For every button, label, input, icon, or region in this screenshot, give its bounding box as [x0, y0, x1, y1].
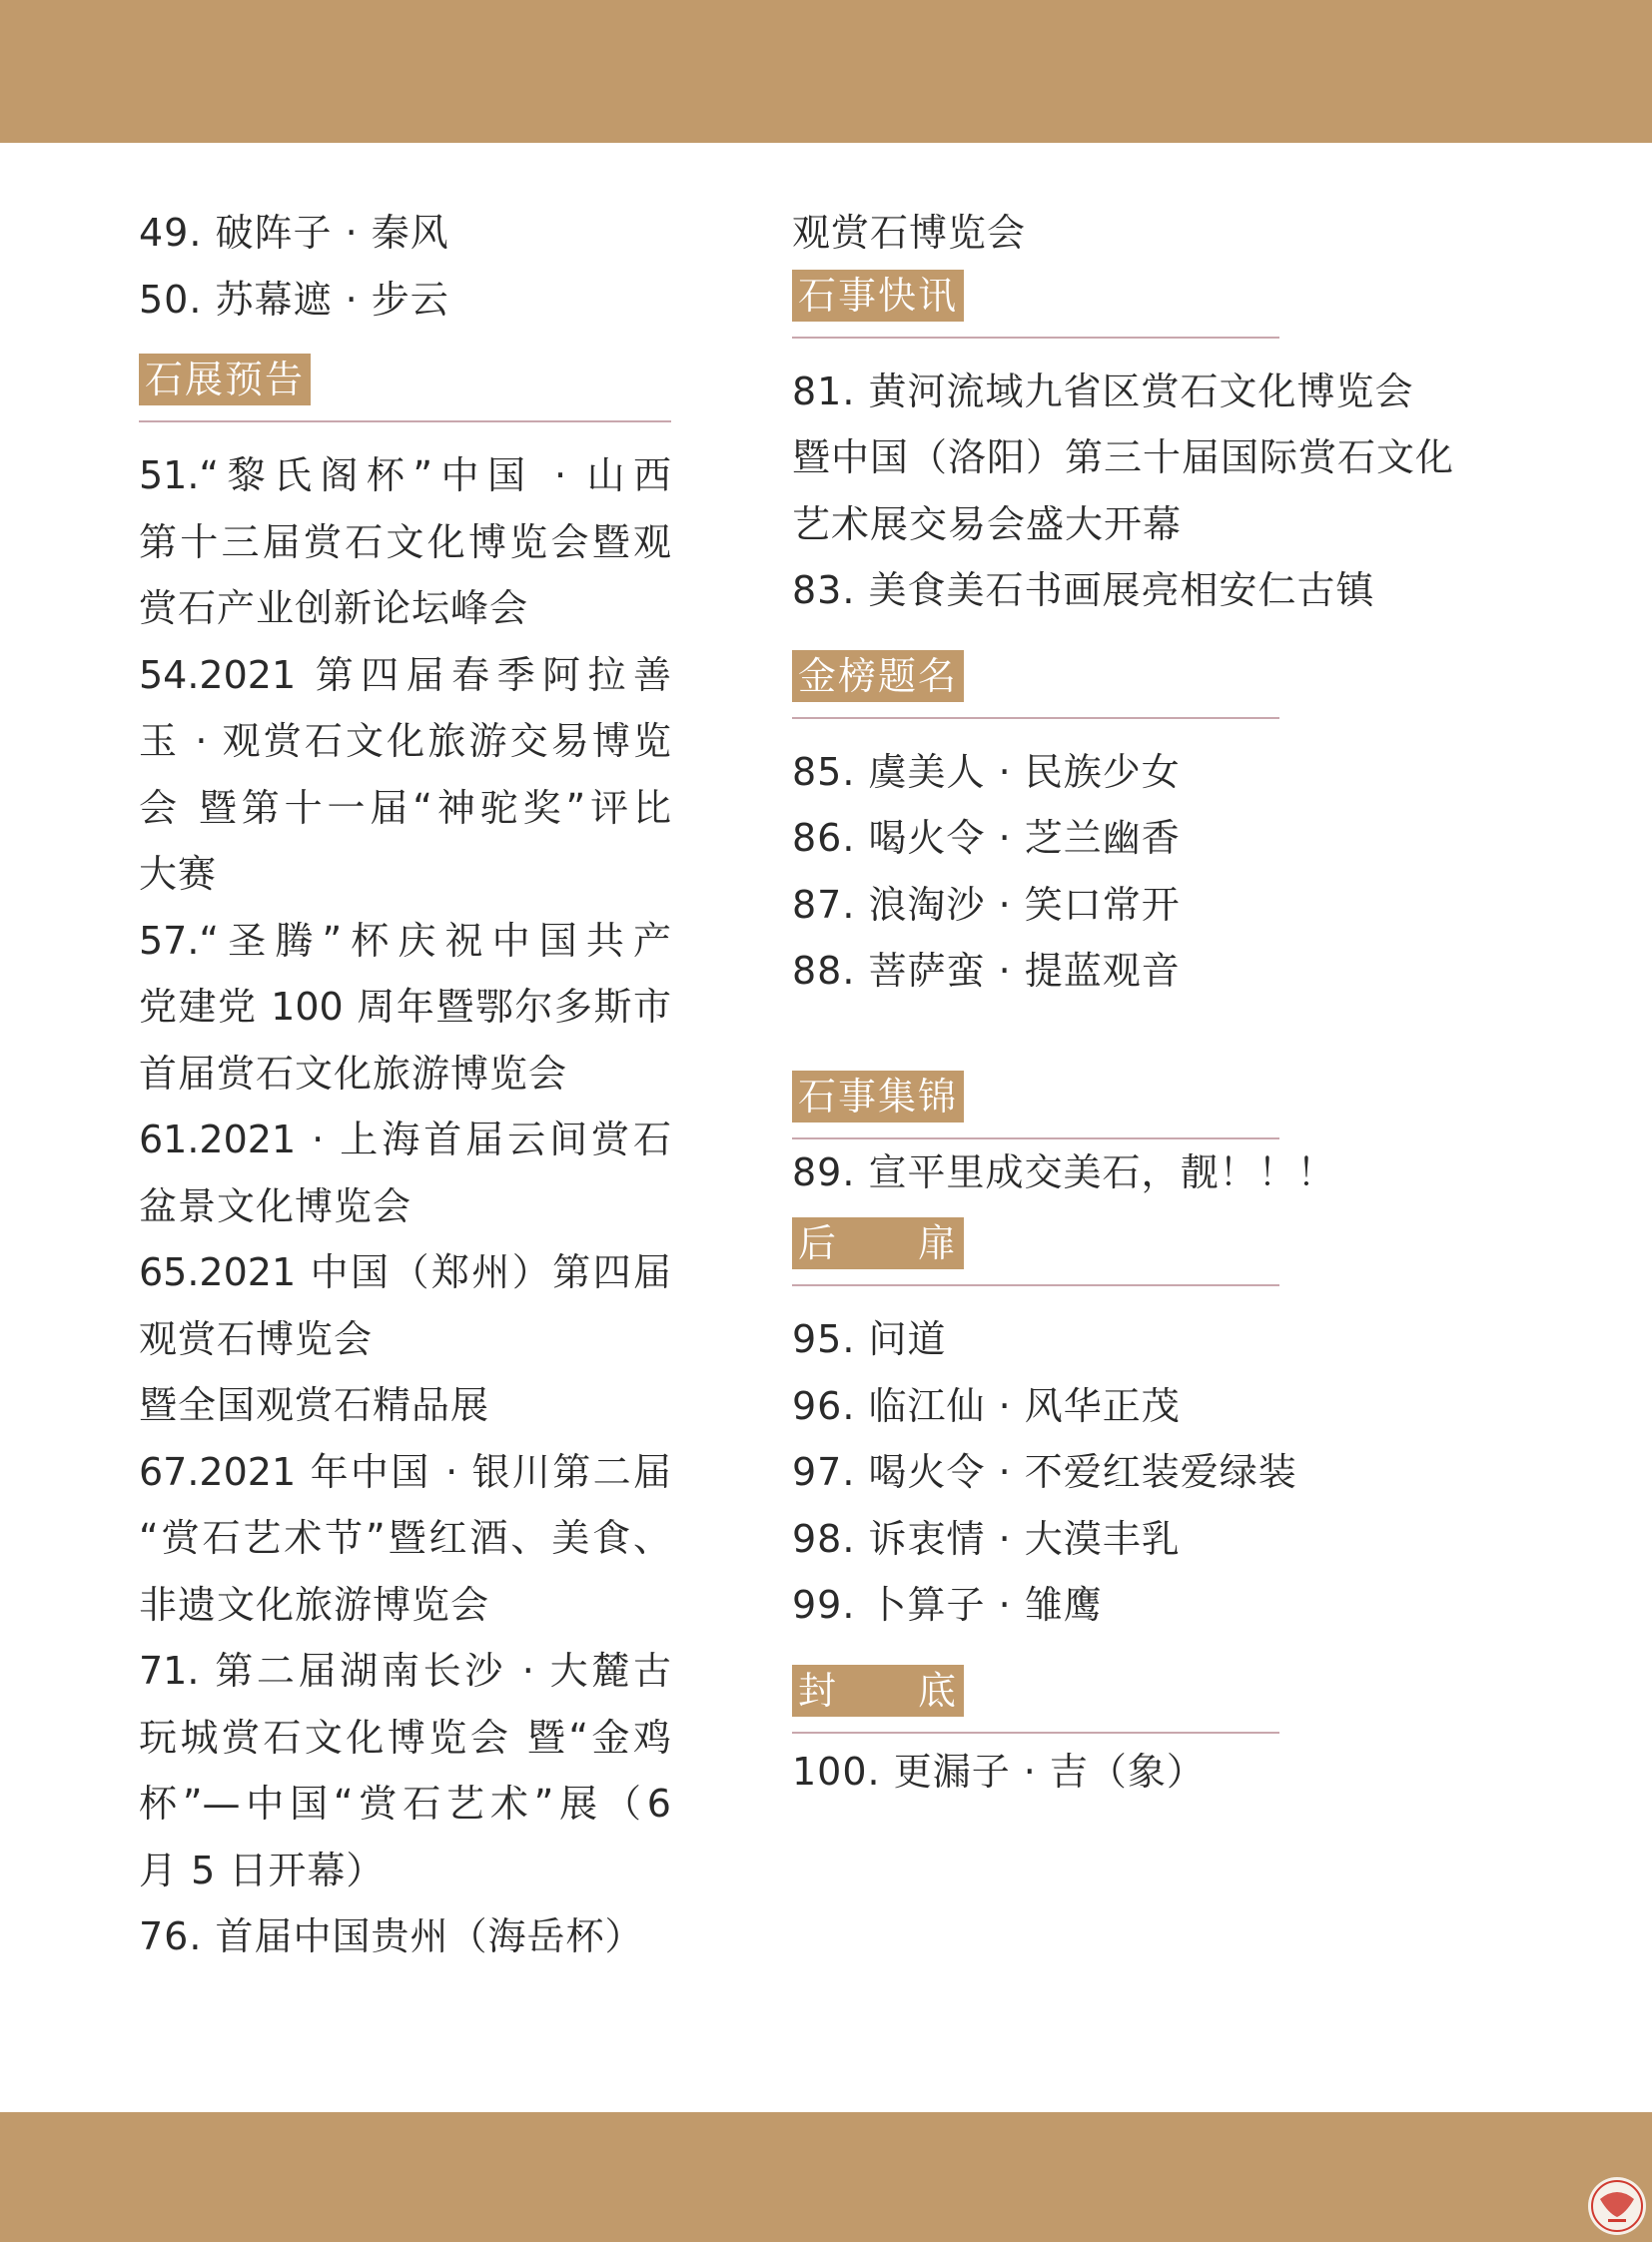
toc-list [792, 359, 1491, 624]
toc-item-50[interactable]: 50. 苏幕遮 · 步云 [139, 277, 449, 322]
section-back-cover [792, 1665, 1491, 1734]
toc-line[interactable]: 89. 宣平里成交美石，靓！！！ [792, 1149, 1336, 1194]
toc-line[interactable]: 赏石产业创新论坛峰会 [139, 586, 529, 630]
toc-continuation[interactable]: 观赏石博览会 [792, 211, 1027, 255]
toc-line[interactable]: 98. 诉衷情 · 大漠丰乳 [792, 1516, 1181, 1561]
section-stone-exhibition-preview [139, 354, 671, 422]
section-back-flyleaf [792, 1217, 1491, 1286]
toc-line[interactable]: 首届赏石文化旅游博览会 [139, 1051, 568, 1096]
toc-line[interactable]: 玉 · 观赏石文化旅游交易博览 [139, 719, 671, 763]
toc-line[interactable]: 95. 问道 [792, 1317, 947, 1361]
toc-line[interactable]: 97. 喝火令 · 不爱红装爱绿装 [792, 1450, 1297, 1494]
section-title: 石展预告 [139, 354, 311, 405]
section-rule [792, 337, 1279, 339]
header-band [0, 0, 1652, 143]
toc-line[interactable]: 54.2021 第四届春季阿拉善 [139, 652, 671, 697]
toc-line[interactable]: 第十三届赏石文化博览会暨观 [139, 519, 671, 564]
toc-line[interactable]: 党建党 100 周年暨鄂尔多斯市 [139, 985, 671, 1029]
toc-line[interactable]: 86. 喝火令 · 芝兰幽香 [792, 816, 1181, 860]
toc-line[interactable]: 65.2021 中国（郑州）第四届 [139, 1250, 671, 1294]
toc-line[interactable]: 61.2021 · 上海首届云间赏石 [139, 1118, 671, 1161]
toc-line[interactable]: 85. 虞美人 · 民族少女 [792, 749, 1181, 794]
toc-list [139, 442, 671, 1970]
toc-line[interactable]: 81. 黄河流域九省区赏石文化博览会 [792, 369, 1414, 413]
huaxia-qishi-logo-icon [1586, 2175, 1648, 2237]
section-rule [792, 1732, 1279, 1734]
section-title: 后 扉 [792, 1217, 964, 1269]
toc-list [792, 739, 1491, 1005]
section-rule [792, 1284, 1279, 1286]
toc-line[interactable]: 观赏石博览会 [139, 1316, 374, 1361]
toc-line[interactable]: 99. 卜算子 · 雏鹰 [792, 1583, 1103, 1627]
toc-line[interactable]: 杯”—中国“赏石艺术”展（6 [139, 1782, 671, 1826]
toc-line[interactable]: 暨全国观赏石精品展 [139, 1383, 490, 1427]
section-gold-list [792, 650, 1491, 719]
section-rule [792, 717, 1279, 719]
toc-line[interactable]: 57.“圣腾”杯庆祝中国共产 [139, 918, 671, 963]
left-column [139, 200, 671, 1970]
toc-line[interactable]: 非遗文化旅游博览会 [139, 1582, 490, 1627]
section-rule [139, 420, 671, 422]
toc-line[interactable]: 艺术展交易会盛大开幕 [792, 501, 1183, 546]
toc-line[interactable]: 玩城赏石文化博览会 暨“金鸡 [139, 1715, 671, 1760]
toc-line[interactable]: 暨中国（洛阳）第三十届国际赏石文化 [792, 435, 1455, 479]
section-title: 金榜题名 [792, 650, 964, 702]
section-stone-news [792, 270, 1491, 339]
toc-line[interactable]: 盆景文化博览会 [139, 1183, 413, 1228]
toc-line[interactable]: 51.“黎氏阁杯”中国 · 山西 [139, 453, 671, 497]
section-rule [792, 1137, 1279, 1139]
section-title: 封 底 [792, 1665, 964, 1717]
toc-line[interactable]: 87. 浪淘沙 · 笑口常开 [792, 882, 1181, 927]
toc-line[interactable]: 67.2021 年中国 · 银川第二届 [139, 1449, 671, 1494]
toc-line[interactable]: 71. 第二届湖南长沙 · 大麓古 [139, 1649, 671, 1693]
toc-line[interactable]: 100. 更漏子 · 吉（象） [792, 1749, 1206, 1794]
toc-item-49[interactable]: 49. 破阵子 · 秦风 [139, 211, 449, 255]
toc-line[interactable]: “赏石艺术节”暨红酒、美食、 [139, 1516, 671, 1560]
toc-line[interactable]: 96. 临江仙 · 风华正茂 [792, 1383, 1181, 1428]
toc-list [792, 1139, 1491, 1206]
footer-band [0, 2112, 1652, 2242]
section-stone-collection [792, 1071, 1491, 1139]
toc-line[interactable]: 大赛 [139, 852, 218, 896]
toc-line[interactable]: 76. 首届中国贵州（海岳杯） [139, 1914, 644, 1958]
section-title: 石事快讯 [792, 270, 964, 322]
toc-line[interactable]: 月 5 日开幕） [139, 1848, 386, 1892]
toc-list [792, 1739, 1491, 1806]
toc-line[interactable]: 会 暨第十一届“神驼奖”评比 [139, 785, 671, 830]
toc-line[interactable]: 83. 美食美石书画展亮相安仁古镇 [792, 568, 1375, 612]
right-column [792, 200, 1491, 1805]
toc-list [792, 1306, 1491, 1639]
toc-line[interactable]: 88. 菩萨蛮 · 提蓝观音 [792, 949, 1181, 993]
section-title: 石事集锦 [792, 1071, 964, 1122]
